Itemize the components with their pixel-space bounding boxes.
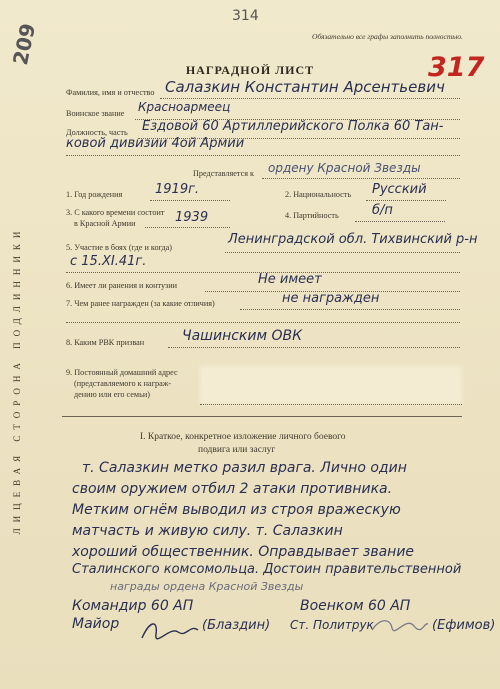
commander-signature [140, 616, 200, 644]
presented-label: Представляется к [193, 169, 254, 178]
side-label-graphic [10, 120, 30, 640]
mandatory-note: Обязательно все графы заполнить полностью. [312, 32, 463, 41]
commissar-name: (Ефимов) [432, 618, 496, 633]
since-line [145, 227, 230, 228]
rvk-value: Чашинским ОВК [182, 328, 303, 344]
battles-label: 5. Участие в боях (где и когда) [66, 243, 173, 252]
nationality-value: Русский [372, 182, 427, 197]
awards-line-2 [66, 322, 460, 323]
birth-line [150, 200, 230, 201]
address-label-1: 9. Постоянный домашний адрес [66, 368, 178, 377]
birth-value: 1919г. [155, 182, 200, 197]
address-line [200, 404, 462, 405]
since-value: 1939 [175, 210, 209, 225]
section-divider [62, 416, 462, 417]
position-value-2: ковой дивизии 4ой Армии [66, 136, 245, 151]
address-label-2: (представляемого к награж- [74, 379, 172, 388]
position-line-2 [66, 155, 460, 156]
awards-label: 7. Чем ранее награжден (за какие отличия) [66, 299, 215, 308]
rvk-label: 8. Каким РВК призван [66, 338, 145, 347]
commander-title: Командир 60 АП [72, 598, 194, 614]
narrative-line-5: хороший общественник. Оправдывает звание [72, 544, 415, 560]
name-label: Фамилия, имя и отчество [66, 88, 155, 97]
since-label-2: в Красной Армии [74, 219, 136, 228]
birth-label: 1. Год рождения [66, 190, 123, 199]
battles-value-1: Ленинградской обл. Тихвинский р-н [228, 232, 478, 247]
party-line [355, 221, 445, 222]
side-label [10, 120, 30, 640]
since-label-1: 3. С какого времени состоит [66, 208, 165, 217]
position-value-1: Ездовой 60 Артиллерийского Полка 60 Тан- [142, 119, 444, 134]
battles-line-1 [225, 252, 460, 253]
politruk-label: Ст. Политрук [290, 618, 374, 632]
address-redaction [200, 366, 462, 404]
red-number: 317 [428, 52, 485, 83]
party-value: б/п [372, 203, 393, 218]
major-label: Майор [72, 616, 120, 632]
narrative-line-3: Метким огнём выводил из строя вражескую [72, 502, 401, 518]
narrative-line-6: Сталинского комсомольца. Достоин правительственной [72, 562, 462, 577]
name-value: Салазкин Константин Арсентьевич [165, 78, 445, 96]
position-label: Должность, часть [66, 128, 128, 137]
archive-number: 314 [232, 8, 259, 24]
presented-value: ордену Красной Звезды [268, 161, 421, 175]
nationality-line [366, 200, 446, 201]
wounds-value: Не имеет [258, 272, 322, 287]
presented-line [262, 178, 460, 179]
battles-value-2: с 15.XI.41г. [70, 254, 147, 269]
side-label-text: ЛИЦЕВАЯ СТОРОНА ПОДЛИННИКИ [12, 225, 22, 535]
narrative-line-2: своим оружием отбил 2 атаки противника. [72, 481, 393, 497]
commander-name: (Блаздин) [202, 618, 271, 633]
wounds-label: 6. Имеет ли ранения и контузии [66, 281, 178, 290]
nationality-label: 2. Национальность [285, 190, 352, 199]
narrative-line-7: награды ордена Красной Звезды [110, 580, 304, 593]
address-label-3: дению или его семьи) [74, 390, 150, 399]
page-title: НАГРАДНОЙ ЛИСТ [185, 63, 315, 77]
left-number: 209 [8, 21, 41, 67]
name-line [160, 98, 460, 99]
section-heading-1: I. Краткое, конкретное изложение личного боевого [140, 432, 346, 442]
rank-value: Красноармеец [138, 100, 231, 114]
narrative-line-4: матчасть и живую силу. т. Салазкин [72, 523, 343, 539]
narrative-line-1: т. Салазкин метко разил врага. Лично один [82, 460, 407, 476]
awards-line [240, 309, 460, 310]
party-label: 4. Партийность [285, 211, 339, 220]
section-heading-2: подвига или заслуг [198, 445, 276, 455]
commissar-title: Военком 60 АП [300, 598, 411, 614]
rank-label: Воинское звание [66, 109, 125, 118]
rvk-line [168, 347, 460, 348]
commissar-signature [370, 612, 430, 638]
awards-value: не награжден [282, 291, 380, 306]
